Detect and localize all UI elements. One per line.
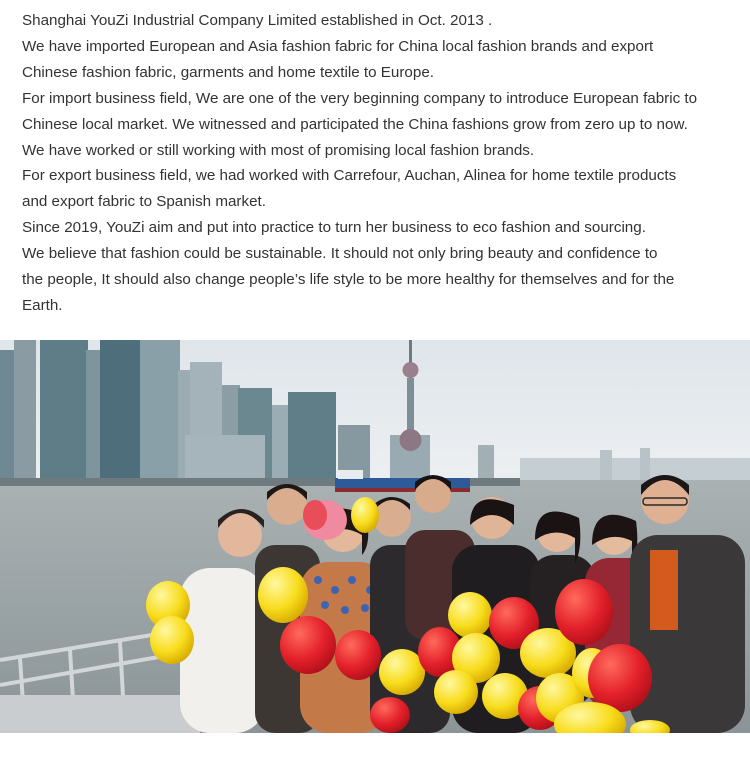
description-line: We have worked or still working with most of promising local fashion brands.	[22, 141, 535, 159]
description-line: We have imported European and Asia fashion fabric for China local fashion brands and export	[22, 37, 654, 55]
company-description	[22, 8, 742, 319]
description-line: the people, It should also change people’s life style to be more healthy for themselves and for the	[22, 271, 675, 289]
team-photo-illustration	[0, 340, 750, 733]
description-line: and export fabric to Spanish market.	[22, 193, 266, 211]
description-line: For export business field, we had worked with Carrefour, Auchan, Alinea for home textile products	[22, 167, 677, 185]
description-line: We believe that fashion could be sustainable. It should not only bring beauty and confidence to	[22, 245, 658, 263]
description-line: Chinese fashion fabric, garments and home textile to Europe.	[22, 63, 434, 81]
description-line: For import business field, We are one of the very beginning company to introduce European fabric to	[22, 89, 698, 107]
team-photo	[0, 340, 750, 733]
description-line: Chinese local market. We witnessed and participated the China fashions grow from zero up to now.	[22, 115, 688, 133]
description-line: Earth.	[22, 296, 63, 314]
description-line: Shanghai YouZi Industrial Company Limited established in Oct. 2013 .	[22, 12, 493, 29]
description-line: Since 2019, YouZi aim and put into practice to turn her business to eco fashion and sourcing.	[22, 219, 646, 237]
